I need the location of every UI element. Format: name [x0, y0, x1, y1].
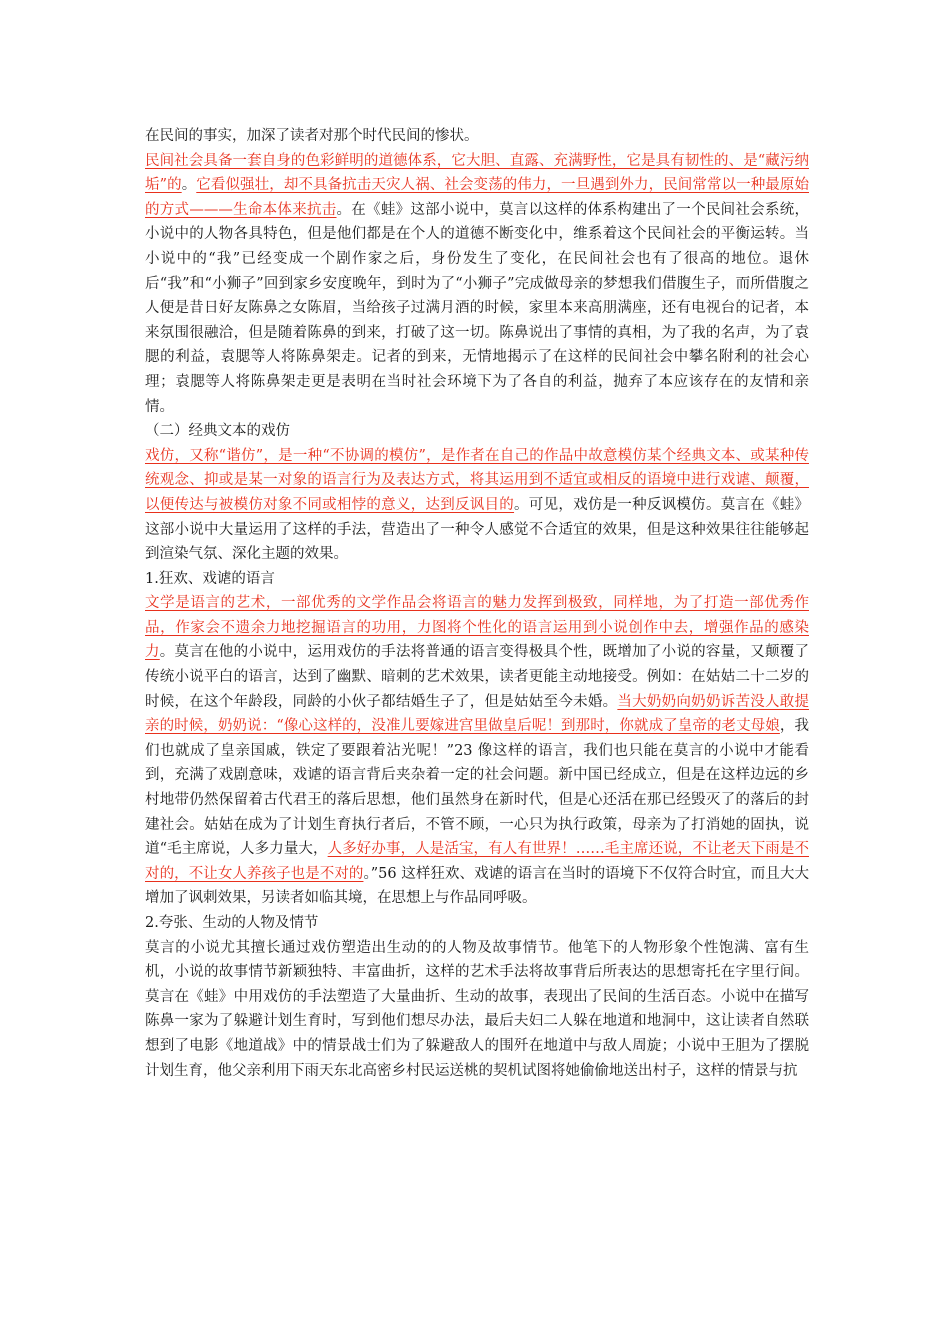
highlighted-text: 它看似强壮，却不具备抗击天灾人祸、社会变荡的伟力，一旦遇到外力，民间常常以一种最原始的方式———生命本体来抗击: [145, 177, 809, 218]
body-text: （二）经典文本的戏仿: [145, 423, 290, 440]
document-page: [145, 124, 809, 1083]
body-text: 。: [181, 177, 197, 194]
body-text: 在民间的事实，加深了读者对那个时代民间的惨状。: [145, 128, 479, 144]
highlighted-text: 民间社会具备一套自身的色彩鲜明的道德体系，它大胆、直露、充满野性，它是具有韧性的、是“藏污纳垢”的: [145, 152, 809, 194]
para-folk-society: [145, 149, 809, 420]
highlighted-text: 人多好办事，人是活宝，有人有世界！……毛主席还说，不让老天下雨是不对的，不让女人养孩子也是不对的: [145, 841, 809, 882]
body-text: 莫言的小说尤其擅长通过戏仿塑造出生动的的人物及故事情节。他笔下的人物形象个性饱满、富有生机，小说的故事情节新颖独特、丰富曲折，这样的艺术手法将故事背后所表达的思想寄托在字里行间。莫言在《蛙》中用戏仿的手法塑造了大量曲折、生动的故事，表现出了民间的生活百态。小说中在描写陈鼻一家为了躲避计划生育时，写到他们想尽办法，最后夫妇二人躲在地道和地洞中，这让读者自然联想到了电影《地道战》中的情景战士们为了躲避敌人的围歼在地道中与敌人周旋；小说中王胆为了摆脱计划生育，他父亲利用下雨天东北高密乡村民运送桃的契机试图将她偷偷地送出村子，这样的情景与抗: [145, 939, 809, 1079]
heading-exaggerated-characters: [145, 911, 809, 936]
body-text: 。可见，戏仿是一种反讽模仿。莫言在《蛙》这部小说中大量运用了这样的手法，营造出了一种令人感觉不合适宜的效果，但是这种效果往往能够起到渲染气氛、深化主题的效果。: [145, 496, 810, 563]
para-language-art: [145, 591, 809, 911]
para-parody-definition: [145, 444, 809, 567]
heading-parody: [145, 419, 809, 444]
body-text: 。莫言在他的小说中，运用戏仿的手法将普通的语言变得极具个性，既增加了小说的容量，又颠覆了传统小说平白的语言，达到了幽默、暗刺的艺术效果，读者更能主动地接受。例如：在姑姑二十二岁的时候，在这个年龄段，同龄的小伙子都结婚生子了，但是姑姑至今未婚。: [145, 644, 810, 710]
highlighted-text: 当大奶奶向奶奶诉苦没人敢提亲的时候，奶奶说：“像心这样的，没准儿要嫁进宫里做皇后呢！到那时，你就成了皇帝的老丈母娘: [145, 693, 810, 735]
body-text: 。”56 这样狂欢、戏谑的语言在当时的语境下不仅符合时宜，而且大大增加了讽刺效果，另读者如临其境，在思想上与作品同呼吸。: [145, 865, 809, 907]
body-text: 2.夸张、生动的人物及情节: [145, 915, 319, 931]
heading-carnival-language: [145, 567, 809, 592]
para-folk-fact: [145, 124, 809, 149]
body-text: ，我们也就成了皇亲国戚，铁定了要跟着沾光呢！”23 像这样的语言，我们也只能在莫言的小说中才能看到，充满了戏剧意味，戏谑的语言背后夹杂着一定的社会问题。新中国已经成立，但是在这样边远的乡村地带仍然保留着古代君王的落后思想，他们虽然身在新时代，但是心还活在那已经毁灭了的落后的封建社会。姑姑在成为了计划生育执行者后，不管不顾，一心只为执行政策，母亲为了打消她的固执，说道“毛主席说，人多力量大，: [145, 718, 809, 858]
highlighted-text: 文学是语言的艺术，一部优秀的文学作品会将语言的魅力发挥到极致，同样地，为了打造一部优秀作品，作家会不遗余力地挖掘语言的功用，力图将个性化的语言运用到小说创作中去，增强作品的感染力: [145, 595, 809, 661]
para-characters-plot: [145, 936, 809, 1084]
highlighted-text: 戏仿，又称“谐仿”，是一种“不协调的模仿”，是作者在自己的作品中故意模仿某个经典文本、或某种传统观念、抑或是某一对象的语言行为及表达方式，将其运用到不适宜或相反的语境中进行戏谑、颠覆，以便传达与被模仿对象不同或相悖的意义，达到反讽目的: [145, 447, 809, 513]
body-text: 1.狂欢、戏谑的语言: [145, 570, 275, 587]
body-text: 。在《蛙》这部小说中，莫言以这样的体系构建出了一个民间社会系统，小说中的人物各具特色，但是他们都是在个人的道德不断变化中，维系着这个民间社会的平衡运转。当小说中的“我”已经变成一个剧作家之后，身份发生了变化，在民间社会也有了很高的地位。退休后“我”和“小狮子”回到家乡安度晚年，到时为了“小狮子”完成做母亲的梦想我们借腹生子，而所借腹之人便是昔日好友陈鼻之女陈眉，当给孩子过满月酒的时候，家里本来高朋满座，还有电视台的记者，本来氛围很融洽，但是随着陈鼻的到来，打破了这一切。陈鼻说出了事情的真相，为了我的名声，为了袁腮的利益，袁腮等人将陈鼻架走。记者的到来，无情地揭示了在这样的民间社会中攀名附利的社会心理；袁腮等人将陈鼻架走更是表明在当时社会环境下为了各自的利益，抛弃了本应该存在的友情和亲情。: [145, 201, 810, 415]
